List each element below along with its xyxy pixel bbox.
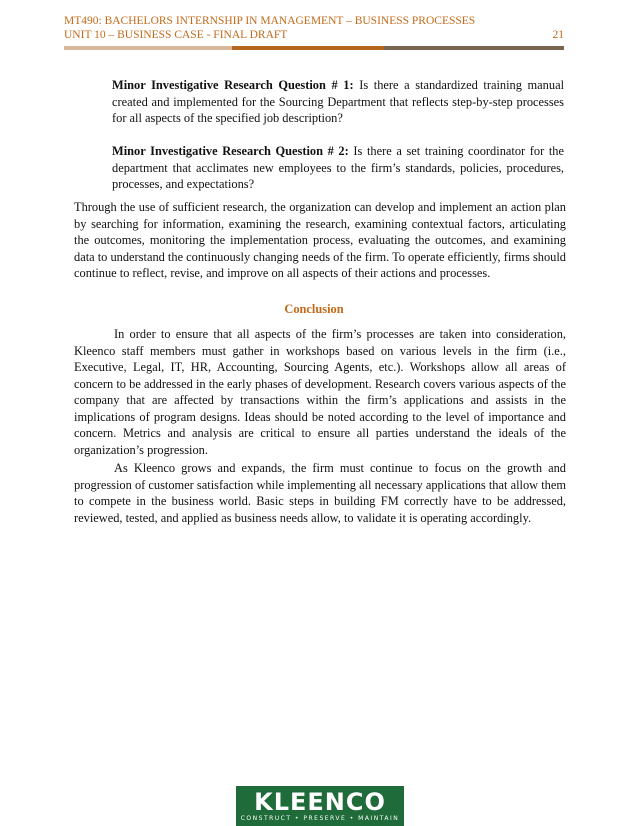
- question-label: Minor Investigative Research Question # 1:: [112, 78, 354, 92]
- logo-tagline: CONSTRUCT • PRESERVE • MAINTAIN: [240, 815, 400, 822]
- conclusion-heading: Conclusion: [284, 302, 344, 316]
- header-course-title: MT490: BACHELORS INTERNSHIP IN MANAGEMENT – BUSINESS PROCESSES: [64, 15, 476, 27]
- question-text: Is there a standardized training manual created and implemented for the Sourcing Department that reflects step-by-step processes for all aspects of the specified job description?: [112, 78, 565, 125]
- header-divider-segment-2: [232, 46, 384, 50]
- header-unit-title: UNIT 10 – BUSINESS CASE - FINAL DRAFT: [64, 29, 288, 41]
- header-divider-segment-1: [64, 46, 232, 50]
- conclusion-paragraph-2: As Kleenco grows and expands, the firm must continue to focus on the growth and progression of customer satisfaction while implementing all necessary applications that allow them to compete in the business world. Basic steps in building FM correctly have to be addressed, reviewed, tested, and applied as business needs allow, to validate it is operating accordingly.: [74, 461, 566, 525]
- kleenco-logo: [236, 786, 404, 826]
- research-question-2: [112, 143, 564, 193]
- question-text: Is there a set training coordinator for the department that acclimates new employees to the firm’s standards, policies, procedures, processes, and expectations?: [112, 144, 564, 191]
- question-label: Minor Investigative Research Question # 2:: [112, 144, 349, 158]
- research-question-1: [112, 77, 564, 127]
- page-number: 21: [552, 29, 564, 41]
- conclusion-paragraph-1: In order to ensure that all aspects of the firm’s processes are taken into consideration, Kleenco staff members must gather in workshops based on various levels in the firm (i.e., Executive, Legal, IT, HR, Accounting, Sourcing Agents, etc.). Workshops allow all areas of concern to be addressed in the early phases of development. Research covers various aspects of the company that are affected by transactions within the firm’s applications and assists in the implications of program designs. Ideas should be noted according to the level of importance and concern. Metrics and analysis are critical to ensure all parties understand the ideals of the organization’s progression.: [74, 327, 566, 457]
- page-header: [64, 14, 564, 42]
- header-divider-segment-3: [384, 46, 564, 50]
- logo-wordmark: KLEENCO: [254, 788, 386, 816]
- body-paragraph: Through the use of sufficient research, the organization can develop and implement an action plan by searching for information, examining the research, examining contextual factors, articulating the outcomes, monitoring the implementation process, evaluating the outcomes, and examining data to understand the continuously changing needs of the firm. To operate efficiently, firms should continue to reflect, revise, and improve on all aspects of their actions and processes.: [74, 200, 566, 280]
